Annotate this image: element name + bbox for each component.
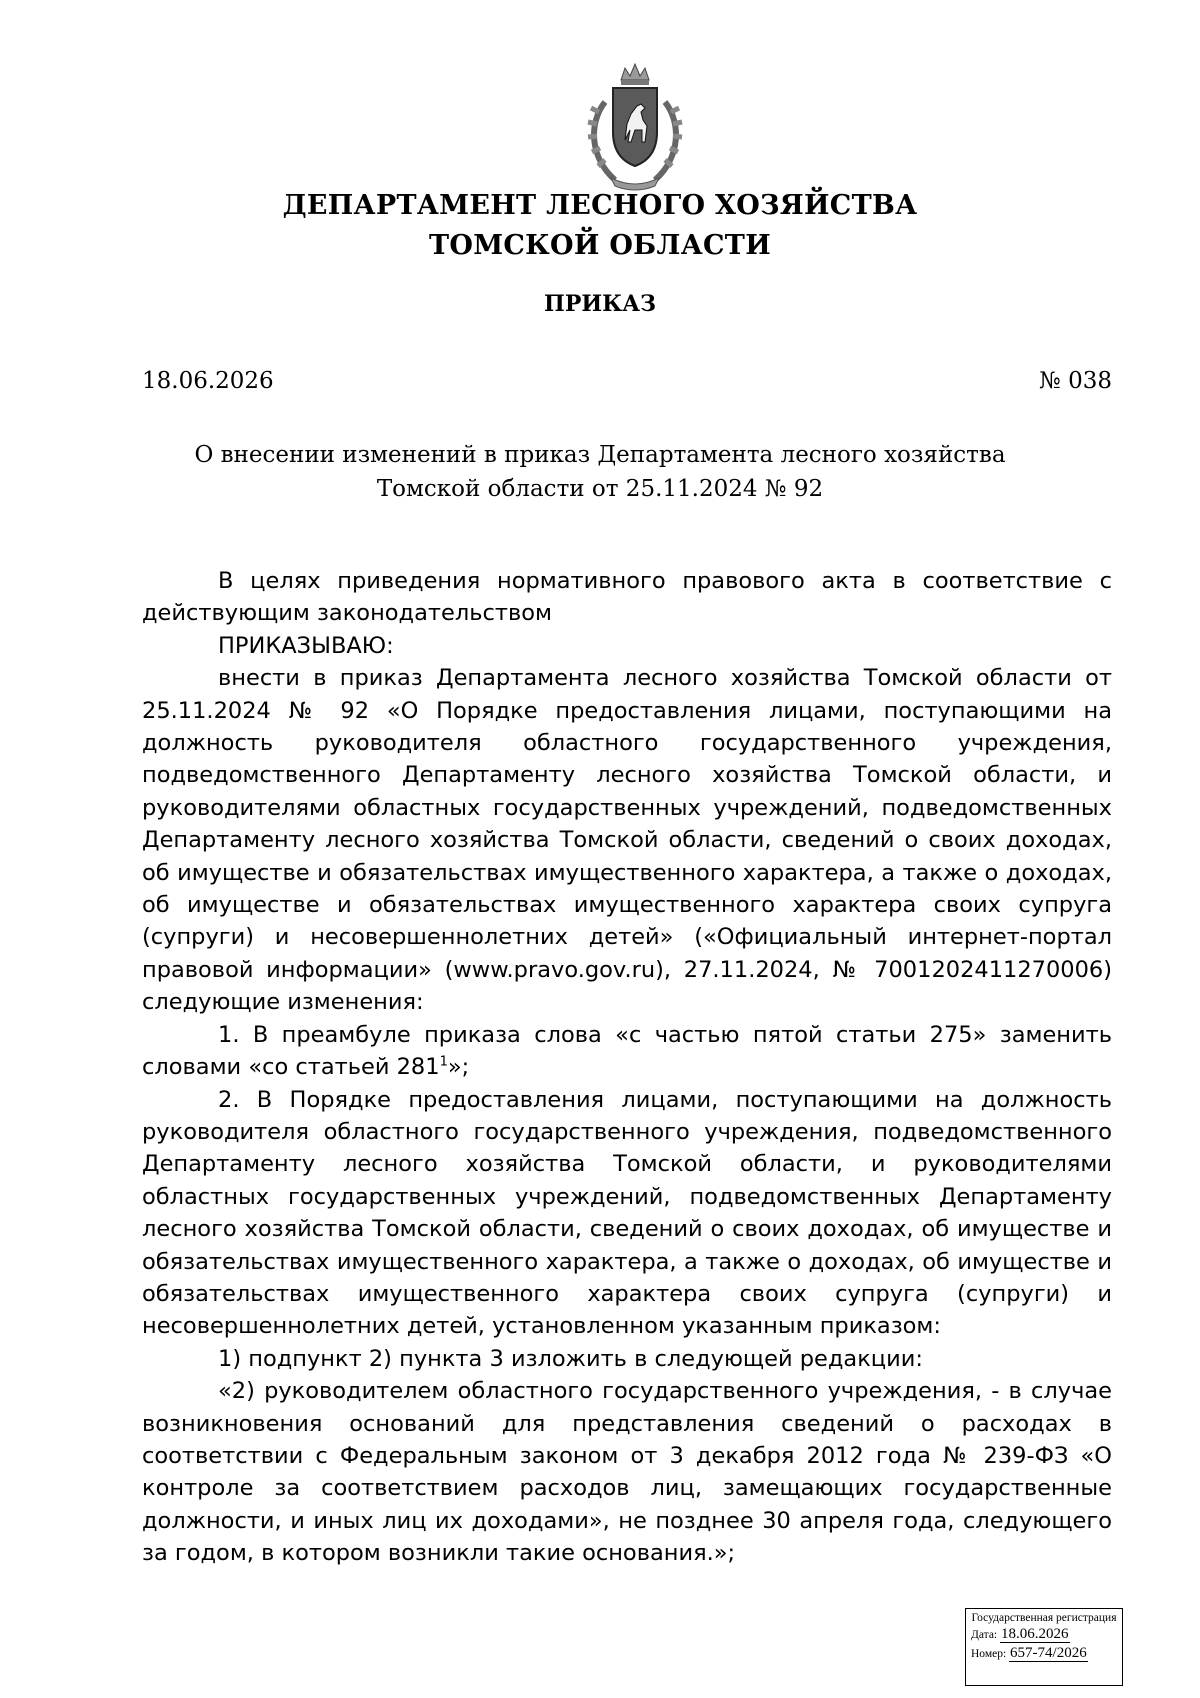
amendment-item-1-tail: »; xyxy=(447,1054,470,1081)
amendment-item-1 xyxy=(142,1019,1112,1084)
registration-date-value: 18.06.2026 xyxy=(1001,1626,1069,1642)
registration-stamp xyxy=(965,1608,1123,1686)
order-keyword: ПРИКАЗЫВАЮ: xyxy=(218,632,394,659)
order-date: 18.06.2026 xyxy=(142,368,274,394)
document-type-heading: ПРИКАЗ xyxy=(544,291,656,317)
registration-date-label: Дата: xyxy=(971,1629,998,1641)
department-title-line2: ТОМСКОЙ ОБЛАСТИ xyxy=(428,230,772,261)
preamble-paragraph: В целях приведения нормативного правового акта в соответствие с действующим законодательством xyxy=(142,568,1112,627)
department-title-line1: ДЕПАРТАМЕНТ ЛЕСНОГО ХОЗЯЙСТВА xyxy=(282,190,918,221)
superscript-marker: 1 xyxy=(439,1054,448,1070)
order-subject xyxy=(0,438,1200,506)
registration-number-row xyxy=(971,1645,1117,1662)
registration-number-label: Номер: xyxy=(971,1648,1007,1660)
amendment-intro-paragraph: внести в приказ Департамента лесного хозяйства Томской области от 25.11.2024 № 92 «О Порядке предоставления лицами, поступающими на должность руководителя областного государственного учреждения, подведомственного Департаменту лесного хозяйства Томской области, и руководителями областных государственных учреждений, подведомственных Департаменту лесного хозяйства Томской области, сведений о своих доходах, об имуществе и обязательствах имущественного характера, а также о доходах, об имуществе и обязательствах имущественного характера своих супруга (супруги) и несовершеннолетних детей» («Официальный интернет-портал правовой информации» (www.pravo.gov.ru), 27.11.2024, № 7001202411270006) следующие изменения: xyxy=(142,665,1112,1016)
date-number-row xyxy=(142,368,1112,402)
coat-of-arms-emblem xyxy=(575,62,695,192)
subject-line2: Томской области от 25.11.2024 № 92 xyxy=(376,476,824,502)
subitem-1-text: «2) руководителем областного государственного учреждения, - в случае возникновения оснований для представления сведений о расходах в соответствии с Федеральным законом от 3 декабря 2012 года № 239-ФЗ «О контроле за соответствием расходов лиц, замещающих государственные должности, и иных лиц их доходами», не позднее 30 апреля года, следующего за годом, в котором возникли такие основания.»; xyxy=(142,1378,1112,1567)
subject-line1: О внесении изменений в приказ Департамента лесного хозяйства xyxy=(194,442,1006,468)
order-body xyxy=(142,565,1112,1570)
amendment-item-2: 2. В Порядке предоставления лицами, поступающими на должность руководителя областного государственного учреждения, подведомственного Департаменту лесного хозяйства Томской области, и руководителями областных государственных учреждений, подведомственных Департаменту лесного хозяйства Томской области, сведений о своих доходах, об имуществе и обязательствах имущественного характера, а также о доходах, об имуществе и обязательствах имущественного характера своих супруга (супруги) и несовершеннолетних детей, установленном указанным приказом: xyxy=(142,1086,1112,1340)
registration-number-value: 657-74/2026 xyxy=(1010,1645,1087,1661)
registration-title: Государственная регистрация xyxy=(971,1612,1117,1624)
order-number: № 038 xyxy=(1039,368,1112,394)
subitem-1: 1) подпункт 2) пункта 3 изложить в следующей редакции: xyxy=(218,1345,923,1372)
registration-date-row xyxy=(971,1626,1117,1643)
amendment-item-1-text: 1. В преамбуле приказа слова «с частью пятой статьи 275» заменить словами «со статьей 281 xyxy=(142,1021,1112,1081)
